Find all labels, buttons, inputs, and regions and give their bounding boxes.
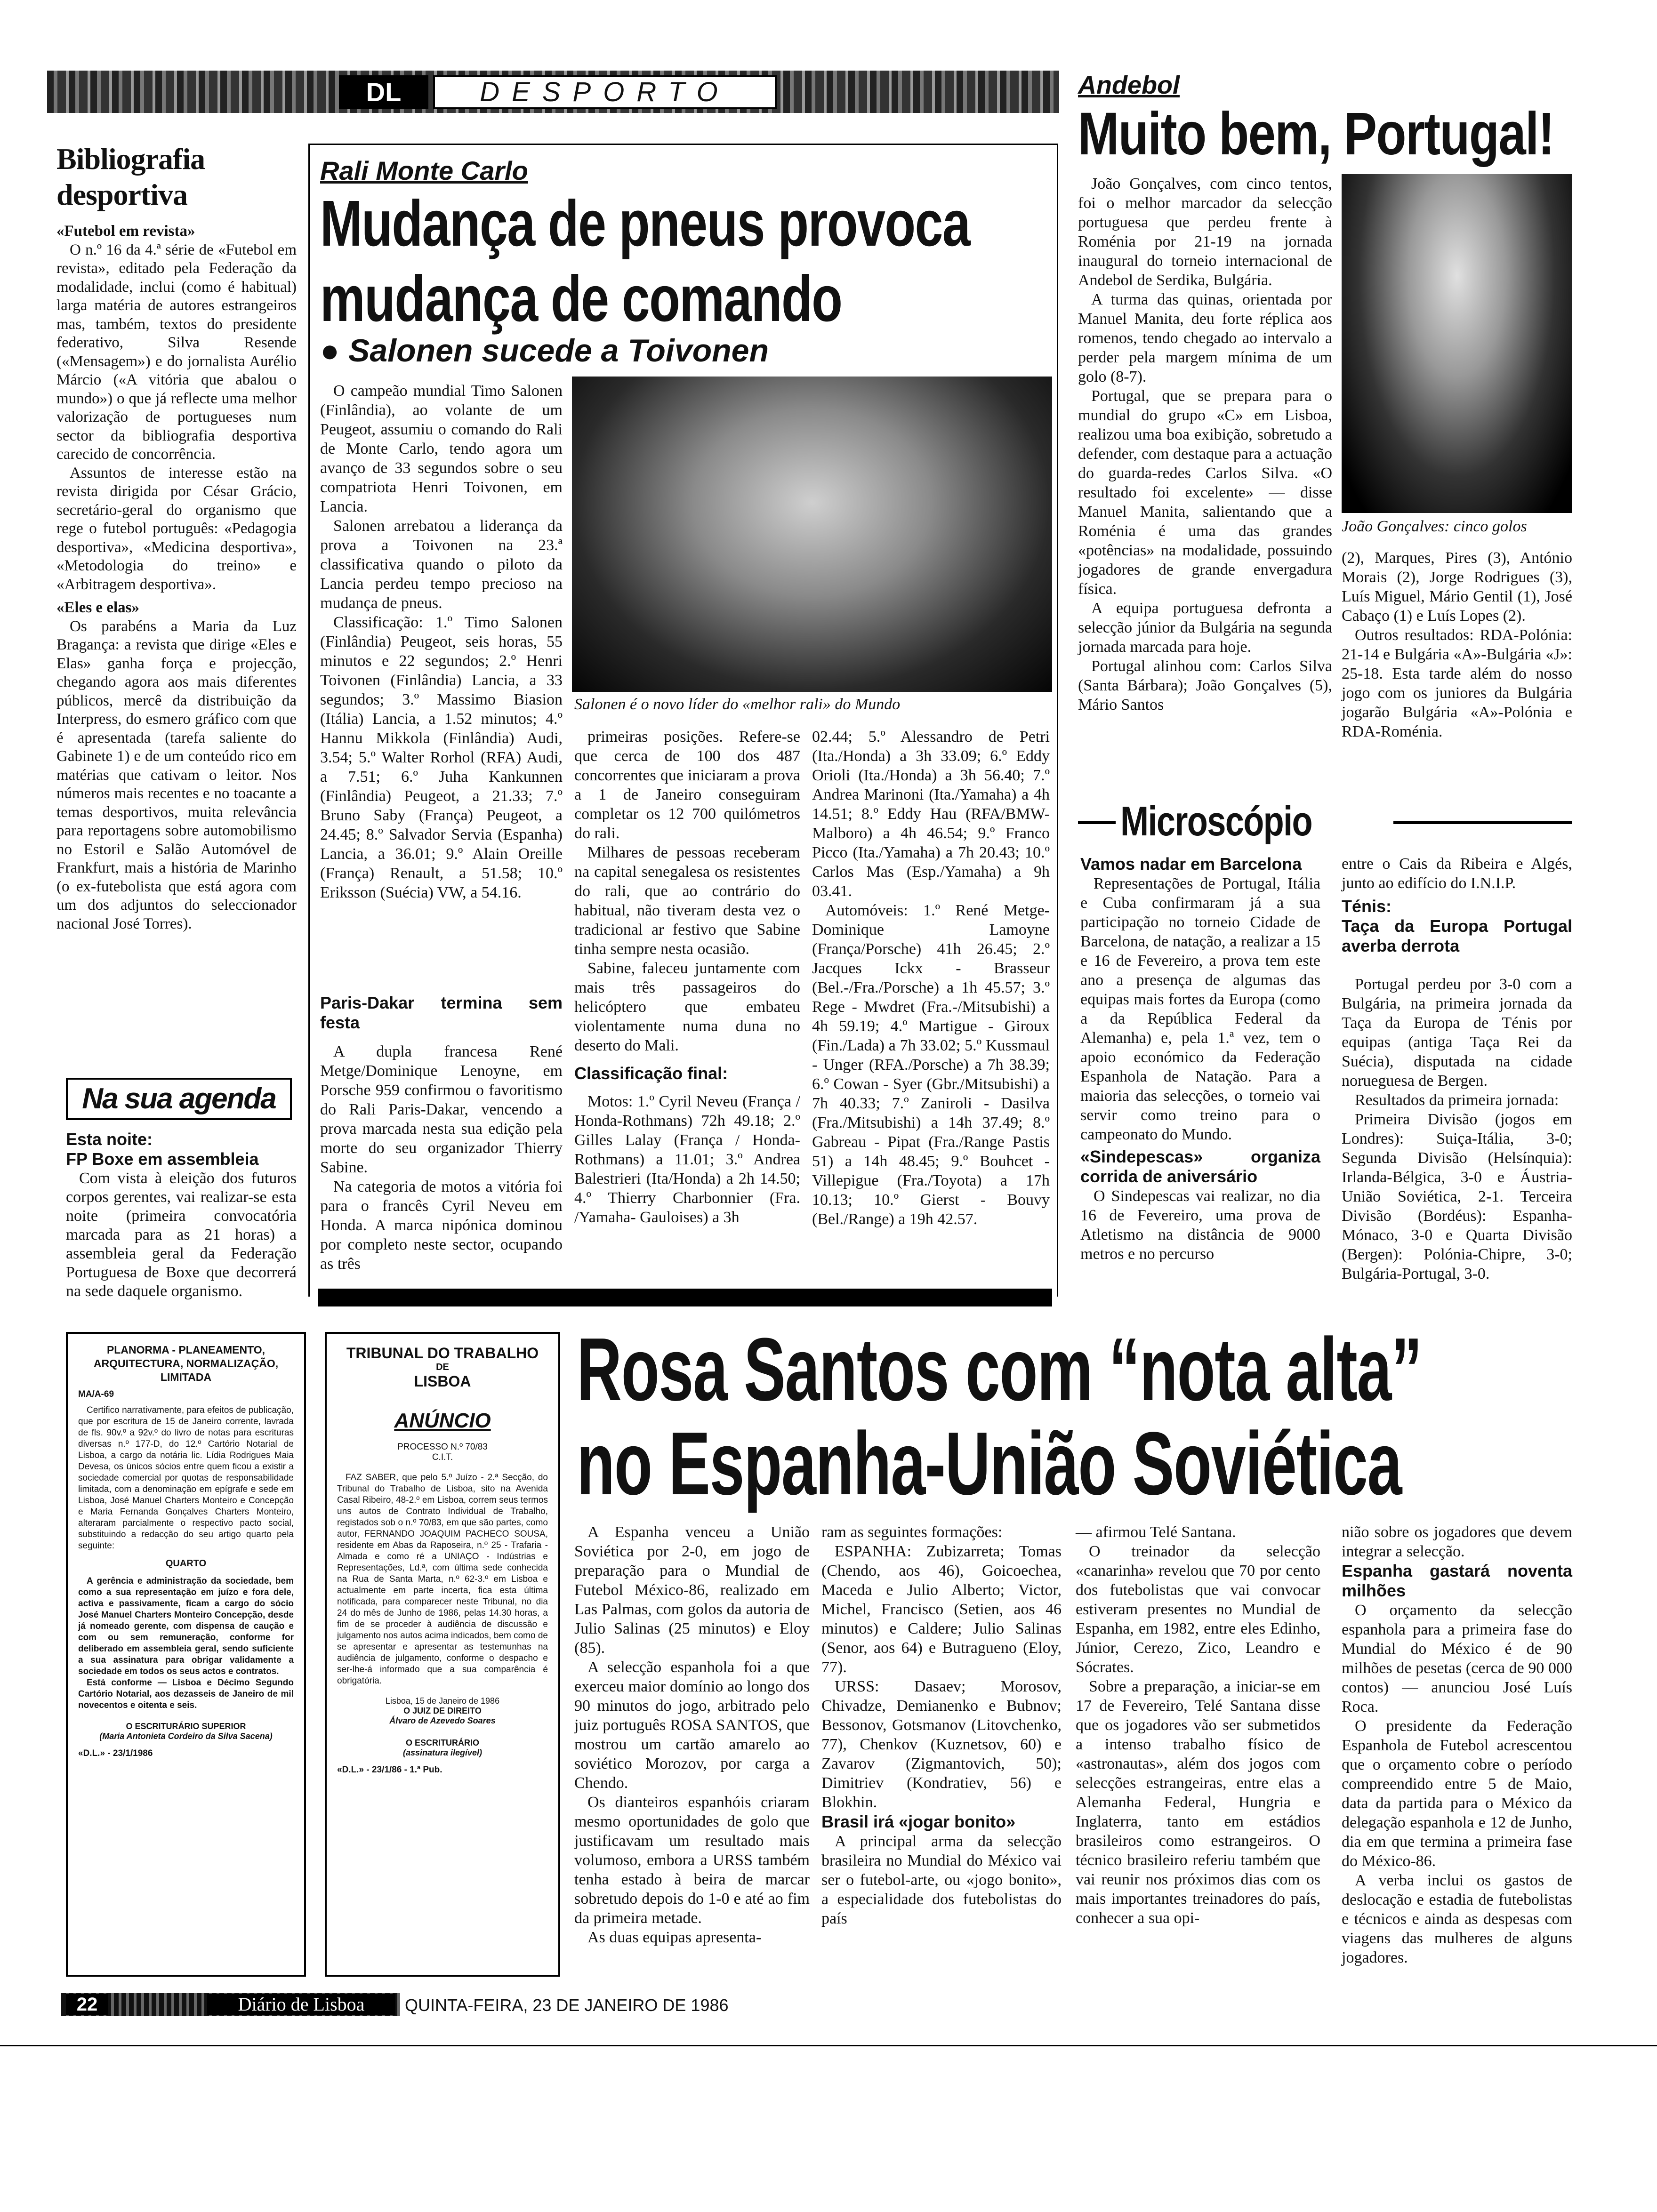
rally-column-3 [574,727,800,1227]
rosa-headline-line1: Rosa Santos com “nota alta” [577,1320,1422,1419]
rally-box-top-rule [308,144,1058,145]
rosa-paragraph: A selecção espanhola foi a que exerceu maior domínio ao longo dos 90 minutos do jogo, arbitrado pelo juiz português ROSA SANTOS, que mostrou um cartão amarelo ao soviético Morozov, por carga a Chendo. [574,1659,810,1792]
tribunal-notice [325,1332,560,1977]
tribunal-date: Lisboa, 15 de Janeiro de 1986 [385,1696,500,1706]
handball-paragraph: João Gonçalves, com cinco tentos, foi o melhor marcador da selecção portuguesa que perdeu frente à Roménia por 21-19 na jornada inaugural do torneio internacional de Andebol de Serdika, Bulgária. [1078,175,1332,289]
rosa-paragraph: O treinador da selecção «canarinha» revelou que 70 por cento dos futebolistas que vai convocar estiveram presentes no Mundial de Espanha, em 1982, entre eles Edinho, Júnior, Cerezo, Zico, Leandro e Sócrates. [1076,1543,1320,1676]
rosa-subhead: Espanha gastará noventa milhões [1342,1561,1572,1600]
planorma-notice [66,1332,306,1977]
planorma-ref: MA/A-69 [78,1389,114,1399]
tribunal-paragraph: FAZ SABER, que pelo 5.º Juízo - 2.ª Secção, do Tribunal do Trabalho de Lisboa, sito na Avenida Casal Ribeiro, 48-2.º em Lisboa, correm seus termos uns autos de Contrato Individual de Trabalho, registados sob o n.º 70/83, em que são partes, como autor, FERNANDO JOAQUIM PACHECO SOUSA, residente em Abas da Raposeira, n.º 25 - Trafaria - Almada e como ré a UNIAÇO - Indústrias e Representações, Ld.ª, com última sede conhecida na Rua de Santa Marta, n.º 62-3.º em Lisboa e actualmente em parte incerta, fica esta última notificada, para comparecer neste Tribunal, no dia 24 do mês de Junho de 1986, pelas 14.30 horas, a fim de se proceder à audiência de discussão e julgamento nos autos acima indicados, bem como de se apresentar e apresentar as testemunhas na audiência de julgamento, conforme o despacho e ser-lhe-á informado que a sua comparência é obrigatória. [337,1473,548,1686]
bibliography-paragraph: Os parabéns a Maria da Luz Bragança: a revista que dirige «Eles e Elas» ganha força e projecção, chegando agora aos mais diferentes públicos, mercê da distribuição da Interpress, do esmero gráfico com que é apresentada (tarefa saliente do Gabinete 1) e de um conteúdo rico em matérias que cativam o leitor. Nos números mais recentes e no toacante a temas desportivos, muita relevância para reportagens sobre automobilismo no Estoril e Salão Automóvel de Frankfurt, mais a história de Marinho (o ex-futebolista que está agora com um dos adjuntos do seleccionador nacional José Torres). [56,617,297,932]
rally-paragraph: primeiras posições. Refere-se que cerca de 100 dos 487 concorrentes que iniciaram a prova a 1 de Janeiro conseguiram completar os 12 700 quilómetros do rali. [574,728,800,842]
section-title: DESPORTO [433,75,777,109]
agenda-paragraph: Com vista à eleição dos futuros corpos gerentes, vai realizar-se esta noite (primeira convocatória marcada para as 21 horas) a assembleia geral da Federação Portuguesa de Boxe que decorrerá na sede daquele organismo. [66,1170,297,1300]
tribunal-title: DE [436,1362,449,1372]
tribunal-signature: O JUIZ DE DIREITO [403,1706,482,1715]
handball-column-2 [1342,548,1572,741]
rally-kicker: Rali Monte Carlo [320,156,528,185]
rally-column-4 [812,727,1050,1229]
planorma-paragraph: A gerência e administração da sociedade, bem como a sua representação em juízo e fora dele, activa e passivamente, ficam a cargo do sócio José Manuel Charters Monteiro Concepção, desde já nomeado gerente, com dispensa de caução e com ou sem remuneração, conforme for deliberado em assembleia geral, sendo suficiente a sua assinatura para obrigar validamente a sociedade em todos os seus actos e contratos. [78,1576,294,1676]
dakar-subhead: Paris-Dakar termina sem festa [320,993,563,1032]
rally-subhead: ● Salonen sucede a Toivonen [320,333,769,369]
microscope-subhead: Ténis: [1342,897,1392,916]
rosa-column-1 [574,1523,810,1947]
rally-paragraph: A dupla francesa René Metge/Dominique Lenoyne, em Porsche 959 confirmou o favoritismo do Rali Paris-Dakar, vencendo a prova marcada nesta sua edição pela morte do seu organizador Thierry Sabine. [320,1043,563,1176]
goncalves-photo [1342,174,1572,513]
tribunal-process: PROCESSO N.º 70/83 [397,1442,488,1452]
goncalves-photo-caption: João Gonçalves: cinco golos [1342,518,1527,535]
rally-paragraph: Na categoria de motos a vitória foi para o francês Cyril Neveu em Honda. A marca nipónica dominou por completo neste sector, ocupando as três [320,1178,563,1273]
rosa-paragraph: O presidente da Federação Espanhola de Futebol acrescentou que o orçamento cobre o período compreendido entre 5 de Maio, data da partida para o México da delegação espanhola e 12 de Junho, dia em que termina a primeira fase do México-86. [1342,1717,1572,1870]
planorma-article-heading: QUARTO [165,1558,207,1569]
rosa-column-4 [1342,1523,1572,1967]
rosa-paragraph: As duas equipas apresenta- [587,1929,762,1946]
rally-paragraph: O campeão mundial Timo Salonen (Finlândia), ao volante de um Peugeot, assumiu o comando do Rali de Monte Carlo, tendo agora um avanço de 33 segundos sobre o seu compatriota Henri Toivonen, em Lancia. [320,382,563,515]
rosa-lineup-spain: ESPANHA: Zubizarreta; Tomas (Chendo, aos 46), Goicoechea, Maceda e Julio Alberto; Victor, Michel, Francisco (Setien, aos 46 minutos) e Caldere; Julio Salinas (Senor, aos 64) e Butragueno (Eloy, 77). [821,1543,1062,1676]
agenda-subhead: FP Boxe em assembleia [66,1149,259,1169]
planorma-paragraph: Está conforme — Lisboa e Décimo Segundo Cartório Notarial, aos dezasseis de Janeiro de mil novecentos e oitenta e seis. [78,1678,294,1710]
handball-paragraph: Outros resultados: RDA-Polónia: 21-14 e Bulgária «A»-Bulgária «J»: 25-18. Esta tarde além do nosso jogo com os juniores da Bulgária jogarão Bulgária «A»-Polónia e RDA-Roménia. [1342,626,1572,740]
microscope-rule-right [1393,821,1572,824]
agenda-title: Na sua agenda [66,1078,292,1120]
tribunal-title: LISBOA [414,1373,471,1390]
page-number: 22 [66,1994,108,2015]
rally-paragraph: 02.44; 5.º Alessandro de Petri (Ita./Honda) a 3h 33.09; 6.º Eddy Orioli (Ita./Honda) a 3h 56.40; 7.º Andrea Marinoni (Ita./Yamaha) a 4h 14.51; 8.º Eddy Hau (RFA/BMW-Malboro) a 4h 46.54; 9.º Franco Picco (Ita./Yamaha) a 7h 20.43; 10.º Carlos Mas (Esp./Yamaha) a 9h 03.41. [812,728,1050,900]
rally-paragraph: Milhares de pessoas receberam na capital senegalesa os resistentes do rali, que ao contrário do habitual, não tiveram desta vez o tradicional ar festivo que Sabine tinha sempre nesta ocasião. [574,844,800,958]
rosa-paragraph: — afirmou Telé Santana. [1076,1523,1236,1541]
handball-headline: Muito bem, Portugal! [1078,100,1554,168]
footer-rule [0,2045,1657,2046]
tribunal-title: TRIBUNAL DO TRABALHO [346,1345,539,1362]
microscope-paragraph: entre o Cais da Ribeira e Algés, junto ao edifício do I.N.I.P. [1342,855,1572,892]
rosa-headline-line2: no Espanha-União Soviética [577,1414,1402,1514]
rally-paragraph: Sabine, faleceu juntamente com mais três passageiros do helicóptero que embateu violentamente numa duna no deserto do Mali. [574,960,800,1054]
handball-kicker: Andebol [1078,71,1180,99]
microscope-column-2 [1342,854,1572,1283]
rally-headline-line2: mudança de comando [320,263,842,335]
tribunal-process: C.I.T. [432,1452,453,1462]
newspaper-name: Diário de Lisboa [207,1994,395,2015]
agenda-article [66,1130,297,1301]
final-classification-subhead: Classificação final: [574,1064,728,1083]
issue-date: QUINTA-FEIRA, 23 DE JANEIRO DE 1986 [405,1996,729,2015]
microscope-subhead: Taça da Europa Portugal averba derrota [1342,916,1572,955]
planorma-footer: «D.L.» - 23/1/1986 [78,1748,153,1758]
section-logo: DL [339,75,428,109]
tribunal-footer: «D.L.» - 23/1/86 - 1.ª Pub. [337,1765,442,1775]
microscope-title: Microscópio [1120,798,1312,844]
tribunal-signature: Álvaro de Azevedo Soares [389,1716,496,1725]
rally-box-left-rule [308,144,310,1297]
rosa-paragraph: Sobre a preparação, a iniciar-se em 17 de Fevereiro, Telé Santana disse que os jogadores vão ser submetidos a intenso trabalho físico de «astronautas», além dos jogos com selecções estrangeiras, entre elas a Alemanha Federal, Hungria e Inglaterra, tanto em estádios brasileiros como estrangeiros. O técnico brasileiro referiu também que vai reunir nos próximos dias com os mais importantes treinadores do país, conhecer a sua opi- [1076,1678,1320,1927]
microscope-paragraph: O Sindepescas vai realizar, no dia 16 de Fevereiro, uma prova de Atletismo na distância de 9000 metros e no percurso [1080,1187,1320,1263]
rally-headline-line1: Mudança de pneus provoca [320,187,970,260]
rally-paragraph: Motos: 1.º Cyril Neveu (França / Honda-Rothmans) 72h 49.18; 2.º Gilles Lalay (França / Honda-Rothmans) a 11.01; 3.º Andrea Balestrieri (Ita/Honda) a 2h 14.50; 4.º Thierry Charbonnier (Fra. /Yamaha- Gauloises) a 3h [574,1093,800,1226]
planorma-signature-name: (Maria Antonieta Cordeiro da Silva Sacena) [99,1731,273,1741]
microscope-paragraph: Representações de Portugal, Itália e Cuba confirmaram já a sua participação no torneio Cidade de Barcelona, de natação, a realizar a 15 e 16 de Fevereiro, a prova tem este ano a presença de algumas das equipas mais fortes da Europa (como a da República Federal da Alemanha) e, pela 1.ª vez, tem o apoio económico da Federação Espanhola de Natação. Para a maioria das selecções, o torneio vai servir como treino para o campeonato do Mundo. [1080,875,1320,1143]
rally-paragraph: Automóveis: 1.º René Metge-Dominique Lamoyne (França/Porsche) 41h 26.45; 2.º Jacques Ickx - Brasseur (Bel.-/Fra./Porsche) a 1h 45.57; 3.º Rege - Mwdret (Fra.-/Mitsubishi) a 4h 59.19; 4.º Martigue - Giroux (Fin./Lada) a 7h 33.02; 5.º Kussmaul - Unger (RFA./Porsche) a 7h 38.39; 6.º Cowan - Syer (Gbr./Mitsubishi) a 7h 40.33; 7.º Zaniroli - Dasilva (Fra./Mitsubishi) a 14h 37.49; 8.º Gabreau - Pipat (Fra./Range Pastis 51) a 14h 48.45; 9.º Bouhcet - Villepigue (Fra./Toyota) a 17h 10.13; 10.º Gierst - Bouvy (Bel./Range) a 19h 42.57. [812,902,1050,1228]
rally-classification: Classificação: 1.º Timo Salonen (Finlândia) Peugeot, seis horas, 55 minutos e 22 segundos; 2.º Henri Toivonen (Finlândia) Lancia, a 33 segundos; 3.º Massimo Biasion (Itália) Lancia, a 1.52 minutos; 4.º Hannu Mikkola (Finlândia) Audi, 3.54; 5.º Walter Rorhol (RFA) Audi, a 7.51; 6.º Juha Kankunnen (Finlândia) Peugeot, a 21.33; 7.º Bruno Saby (França) Peugeot, a 24.45; 8.º Salvador Servia (Espanha) Lancia, a 36.01; 9.º Alain Oreille (França) Renault, a 51.58; 10.º Eriksson (Suécia) VW, a 54.16. [320,614,563,901]
rosa-paragraph: A verba inclui os gastos de deslocação e estadia de futebolistas e técnicos e ainda as despesas com viagens das mulheres de alguns jogadores. [1342,1872,1572,1966]
bibliography-subhead: «Futebol em revista» [56,223,195,240]
tribunal-announcement: ANÚNCIO [394,1409,491,1432]
bibliography-title: Bibliografia desportiva [56,142,205,211]
planorma-signature-title: O ESCRITURÁRIO SUPERIOR [126,1722,246,1731]
handball-paragraph: A turma das quinas, orientada por Manuel Manita, deu forte réplica aos romenos, tendo chegado ao intervalo a perder pela margem mínima de um golo (8-7). [1078,291,1332,385]
rosa-subhead: Brasil irá «jogar bonito» [821,1812,1016,1831]
microscope-paragraph: Primeira Divisão (jogos em Londres): Suiça-Itália, 3-0; Segunda Divisão (Helsínquia): Irlanda-Bélgica, 3-0 e Áustria-União Soviética, 2-1. Terceira Divisão (Bordéus): Espanha-Mónaco, 3-0 e Quarta Divisão (Bergen): Polónia-Chipre, 3-0; Bulgária-Portugal, 3-0. [1342,1111,1572,1282]
salonen-photo [572,377,1052,692]
handball-column-1 [1078,174,1332,714]
tribunal-signature: O ESCRITURÁRIO [405,1738,479,1747]
rally-column-2 [320,993,563,1274]
agenda-subhead: Esta noite: [66,1130,153,1149]
bibliography-subhead: «Eles e elas» [56,599,139,616]
rally-box-right-rule [1057,144,1058,1297]
rosa-paragraph: A Espanha venceu a União Soviética por 2-0, em jogo de preparação para o Mundial de Futebol México-86, realizado em Las Palmas, com golos da autoria de Julio Salinas (25 minutos) e Eloy (85). [574,1523,810,1657]
rosa-paragraph: ram as seguintes formações: [821,1523,1003,1541]
handball-paragraph: A equipa portuguesa defronta a selecção júnior da Bulgária na segunda jornada marcada para hoje. [1078,600,1332,656]
rosa-paragraph: A principal arma da selecção brasileira no Mundial do México vai ser o futebol-arte, ou «jogo bonito», a especialidade dos futebolistas do país [821,1833,1062,1927]
tribunal-signature: (assinatura ilegível) [402,1748,483,1757]
microscope-column-1 [1080,854,1320,1264]
rally-paragraph: Salonen arrebatou a liderança da prova a Toivonen na 23.ª classificativa quando o piloto da Lancia perdeu tempo precioso na mudança de pneus. [320,517,563,612]
handball-paragraph: Portugal alinhou com: Carlos Silva (Santa Bárbara); João Gonçalves (5), Mário Santos [1078,657,1332,713]
rosa-column-3 [1076,1523,1320,1928]
handball-paragraph: Portugal, que se prepara para o mundial do grupo «C» em Lisboa, realizou uma boa exibição, sobretudo a defender, com destaque para a actuação do guarda-redes Carlos Silva. «O resultado foi excelente» — disse Manuel Manita, salientando que a Roménia é uma das grandes «potências» na modalidade, possuindo jogadores de grande envergadura física. [1078,387,1332,598]
bibliography-paragraph: Assuntos de interesse estão na revista dirigida por César Grácio, secretário-geral do organismo que rege o futebol português: «Pedagogia desportiva», «Medicina desportiva», «Metodologia do treino» e «Arbitragem desportiva». [56,464,297,593]
rosa-paragraph: O orçamento da selecção espanhola para a primeira fase do Mundial do México é de 90 milhões de pesetas (cerca de 90 000 contos) — anunciou José Luís Roca. [1342,1602,1572,1715]
planorma-paragraph: Certifico narrativamente, para efeitos de publicação, que por escritura de 15 de Janeiro corrente, lavrada de fls. 90v.º a 92v.º do livro de notas para escrituras diversas n.º 177-D, do 12.º Cartório Notarial de Lisboa, a cargo da notária lic. Lídia Rodrigues Maia Devesa, os únicos sócios entre quem ficou a existir a sociedade comercial por quotas de responsabilidade limitada, com a denominação em epígrafe e sede em Lisboa, José Manuel Charters Monteiro e Concepção e Maria Fernanda Gonçalves Charters Monteiro, alteraram parcialmente o respectivo pacto social, substituindo a redacção do seu artigo quarto pela seguinte: [78,1405,294,1551]
salonen-photo-caption: Salonen é o novo líder do «melhor rali» do Mundo [574,696,901,713]
planorma-title: PLANORMA - PLANEAMENTO, ARQUITECTURA, NORMALIZAÇÃO, LIMITADA [93,1344,279,1383]
microscope-paragraph: Portugal perdeu por 3-0 com a Bulgária, na primeira jornada da Taça da Europa de Ténis por equipas (antiga Taça Rei da Suécia), disputada na cidade norueguesa de Bergen. [1342,976,1572,1090]
rally-column-1 [320,381,563,902]
bibliography-paragraph: O n.º 16 da 4.ª série de «Futebol em revista», editado pela Federação da modalidade, inclui (como é habitual) larga matéria de autores estrangeiros mas, também, textos do presidente federativo, Silva Resende («Mensagem») e do jornalista Aurélio Márcio («A vitória que abalou o mundo») o que já reflecte uma melhor valorização de portugueses num sector da bibliografia desportiva carecido de concorrência. [56,241,297,463]
rosa-paragraph: Os dianteiros espanhóis criaram mesmo oportunidades de golo que justificavam um resultado mais volumoso, embora a URSS também tenha estado à beira de marcar sobretudo depois do 1-0 e até ao fim da primeira metade. [574,1794,810,1927]
rosa-paragraph: nião sobre os jogadores que devem integrar a selecção. [1342,1523,1572,1560]
rosa-column-2 [821,1523,1062,1928]
rally-bottom-bar [318,1289,1052,1306]
bibliography-article [56,141,297,933]
handball-paragraph: (2), Marques, Pires (3), António Morais (2), Jorge Rodrigues (3), Luís Miguel, Mário Gentil (1), José Cabaço (1) e Luís Lopes (2). [1342,549,1572,625]
rosa-lineup-ussr: URSS: Dasaev; Morosov, Chivadze, Demianenko e Bubnov; Bessonov, Gotsmanov (Litovchenko, 77), Chenkov (Kuznetsov, 60) e Zavarov (Zigmantovich, 50); Dimitriev (Kondratiev, 56) e Blokhin. [821,1678,1062,1811]
microscope-subhead: Vamos nadar em Barcelona [1080,854,1302,874]
microscope-subhead: «Sindepescas» organiza corrida de aniversário [1080,1147,1320,1186]
microscope-rule-left [1078,821,1116,824]
microscope-paragraph: Resultados da primeira jornada: [1355,1091,1559,1109]
